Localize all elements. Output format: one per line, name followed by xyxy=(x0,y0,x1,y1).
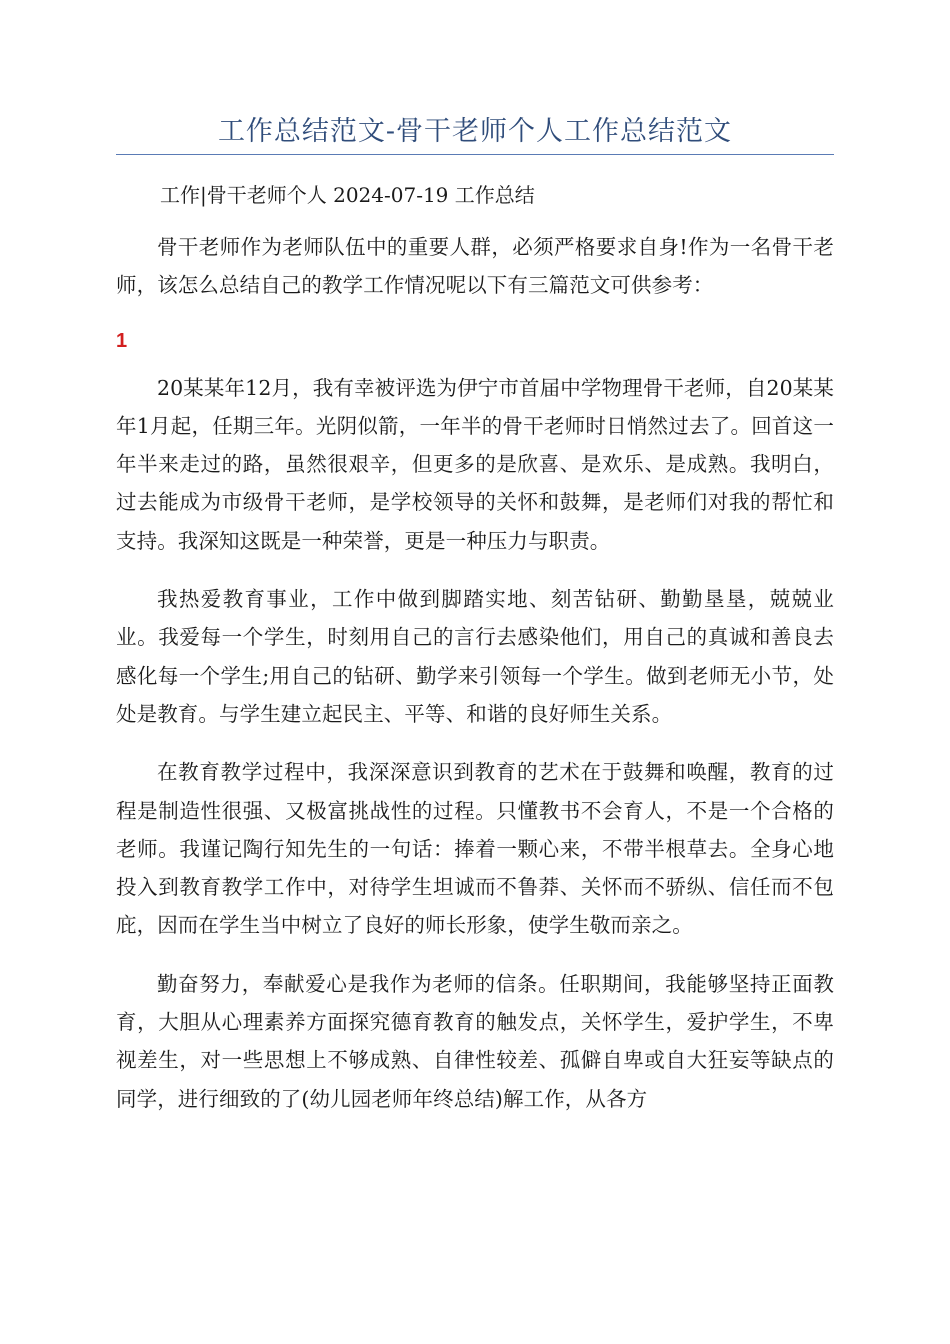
body-paragraph: 我热爱教育事业，工作中做到脚踏实地、刻苦钻研、勤勤垦垦，兢兢业业。我爱每一个学生，时刻用自己的言行去感染他们，用自己的真诚和善良去感化每一个学生;用自己的钻研、勤学来引领每一个学生。做到老师无小节，处处是教育。与学生建立起民主、平等、和谐的良好师生关系。 xyxy=(116,587,834,726)
body-paragraph: 勤奋努力，奉献爱心是我作为老师的信条。任职期间，我能够坚持正面教育，大胆从心理素养方面探究德育教育的触发点，关怀学生，爱护学生，不卑视差生，对一些思想上不够成熟、自律性较差、孤僻自卑或自大狂妄等缺点的同学，进行细致的了(幼儿园老师年终总结)解工作，从各方 xyxy=(116,971,834,1111)
title-underline xyxy=(116,154,834,155)
section-number: 1 xyxy=(116,329,128,352)
body-paragraph: 20某某年12月，我有幸被评选为伊宁市首届中学物理骨干老师，自20某某年1月起，任期三年。光阴似箭，一年半的骨干老师时日悄然过去了。回首这一年半来走过的路，虽然很艰辛，但更多的是欣喜、是欢乐、是成熟。我明白，过去能成为市级骨干老师，是学校领导的关怀和鼓舞，是老师们对我的帮忙和支持。我深知这既是一种荣誉，更是一种压力与职责。 xyxy=(116,375,834,553)
intro-paragraph: 骨干老师作为老师队伍中的重要人群，必须严格要求自身!作为一名骨干老师，该怎么总结自己的教学工作情况呢以下有三篇范文可供参考： xyxy=(116,235,834,298)
body-paragraph: 在教育教学过程中，我深深意识到教育的艺术在于鼓舞和唤醒，教育的过程是制造性很强、又极富挑战性的过程。只懂教书不会育人，不是一个合格的老师。我谨记陶行知先生的一句话：捧着一颗心来，不带半根草去。全身心地投入到教育教学工作中，对待学生坦诚而不鲁莽、关怀而不骄纵、信任而不包庇，因而在学生当中树立了良好的师长形象，使学生敬而亲之。 xyxy=(116,760,834,938)
document-meta: 工作|骨干老师个人 2024-07-19 工作总结 xyxy=(160,183,535,207)
document-body xyxy=(116,228,834,1138)
document-title: 工作总结范文-骨干老师个人工作总结范文 xyxy=(217,116,733,147)
